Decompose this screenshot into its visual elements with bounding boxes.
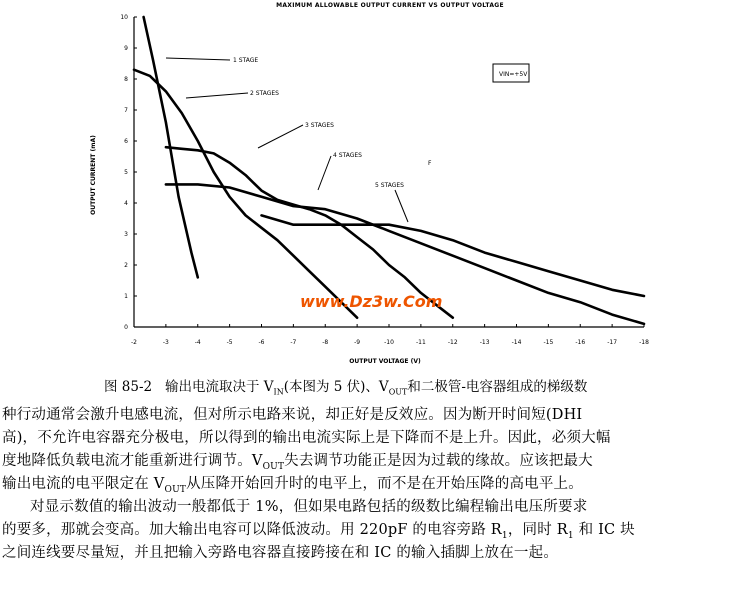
caption-sub-2: OUT — [388, 387, 408, 397]
body-line-6-sub: 1 — [501, 530, 508, 541]
x-tick-label: -7 — [290, 339, 297, 346]
x-tick-label: -16 — [575, 339, 586, 346]
body-line-5: 对显示数值的输出波动一般都低于 1%，但如果电路包括的级数比编程输出电压所要求 — [30, 499, 588, 515]
caption-text-3: 和二极管-电容器组成的梯级数 — [407, 379, 588, 395]
chart-series — [134, 17, 644, 324]
stray-mark: F — [428, 160, 432, 167]
series-label-5: 5 STAGES — [375, 182, 404, 189]
caption-text-1: 输出电流取决于 V — [165, 379, 274, 395]
body-line-6-b: ，同时 R — [507, 522, 568, 538]
x-tick-label: -11 — [415, 339, 426, 346]
body-line-6-sub2: 1 — [567, 530, 574, 541]
x-tick-label: -13 — [479, 339, 490, 346]
x-tick-label: -15 — [543, 339, 554, 346]
figure-caption — [104, 375, 744, 397]
chart-axes — [134, 17, 644, 327]
y-tick-label: 1 — [124, 293, 128, 300]
body-line-3-b: 失去调节功能正是因为过载的缘故。应该把最大 — [284, 453, 593, 469]
series-label-4: 4 STAGES — [333, 152, 362, 159]
body-line-2: 高)，不允许电容器充分极电，所以得到的输出电流实际上是下降而不是上升。因此，必须大幅 — [2, 430, 611, 446]
vin-annotation-text: VIN=+5V — [499, 71, 528, 78]
series-leader-3 — [258, 125, 303, 148]
y-tick-label: 0 — [124, 324, 128, 331]
y-tick-label: 10 — [120, 14, 128, 21]
series-leader-5 — [395, 190, 408, 222]
body-line-3-a: 度地降低负载电流才能重新进行调节。V — [2, 453, 263, 469]
x-tick-label: -10 — [384, 339, 394, 346]
caption-figure-number: 图 85-2 — [104, 379, 153, 395]
y-tick-label: 7 — [124, 107, 128, 114]
x-tick-label: -2 — [131, 339, 137, 346]
x-tick-label: -18 — [639, 339, 649, 346]
series-leader-1 — [166, 58, 230, 60]
chart-series-labels — [166, 57, 408, 222]
caption-text-2: (本图为 5 伏)、V — [283, 379, 389, 395]
body-line-4-a: 输出电流的电平限定在 V — [2, 476, 165, 492]
y-tick-label: 4 — [124, 200, 128, 207]
series-leader-2 — [186, 93, 248, 98]
body-line-6-c: 和 IC 块 — [573, 522, 635, 538]
series-leader-4 — [318, 156, 331, 190]
caption-sub-1: IN — [273, 387, 284, 397]
y-tick-label: 6 — [124, 138, 128, 145]
watermark: www.Dz3w.Com — [300, 292, 443, 311]
x-tick-label: -6 — [258, 339, 265, 346]
vin-annotation-box — [493, 64, 529, 82]
x-tick-label: -8 — [322, 339, 329, 346]
y-tick-label: 2 — [124, 262, 128, 269]
series-label-2: 2 STAGES — [250, 90, 279, 97]
series-label-1: 1 STAGE — [233, 57, 259, 64]
x-tick-label: -4 — [194, 339, 201, 346]
y-tick-label: 3 — [124, 231, 128, 238]
x-tick-label: -17 — [607, 339, 618, 346]
series-label-3: 3 STAGES — [305, 122, 334, 129]
x-tick-label: -5 — [226, 339, 233, 346]
x-tick-label: -9 — [354, 339, 361, 346]
x-tick-label: -12 — [447, 339, 458, 346]
y-axis-label: OUTPUT CURRENT (mA) — [90, 135, 97, 215]
series-line-2 — [134, 70, 357, 318]
body-line-1: 种行动通常会激升电感电流，但对所示电路来说，却正好是反效应。因为断开时间短(DHI — [2, 407, 583, 423]
body-line-7: 之间连线要尽量短，并且把输入旁路电容器直接跨接在和 IC 的输入插脚上放在一起。 — [2, 545, 559, 561]
y-tick-label: 8 — [124, 76, 128, 83]
body-line-4-b: 从压降开始回升时的电平上，而不是在开始压降的高电平上。 — [186, 476, 583, 492]
x-tick-label: -14 — [511, 339, 522, 346]
x-axis-label: OUTPUT VOLTAGE (V) — [349, 358, 421, 365]
body-line-3-sub: OUT — [262, 461, 285, 472]
x-tick-label: -3 — [162, 339, 169, 346]
body-line-4-sub: OUT — [164, 484, 187, 495]
chart-title: MAXIMUM ALLOWABLE OUTPUT CURRENT VS OUTPUT VOLTAGE — [276, 2, 504, 9]
body-line-6-a: 的要多，那就会变高。加大输出电容可以降低波动。用 220pF 的电容旁路 R — [2, 522, 502, 538]
y-tick-label: 9 — [124, 45, 128, 52]
y-tick-label: 5 — [124, 169, 128, 176]
